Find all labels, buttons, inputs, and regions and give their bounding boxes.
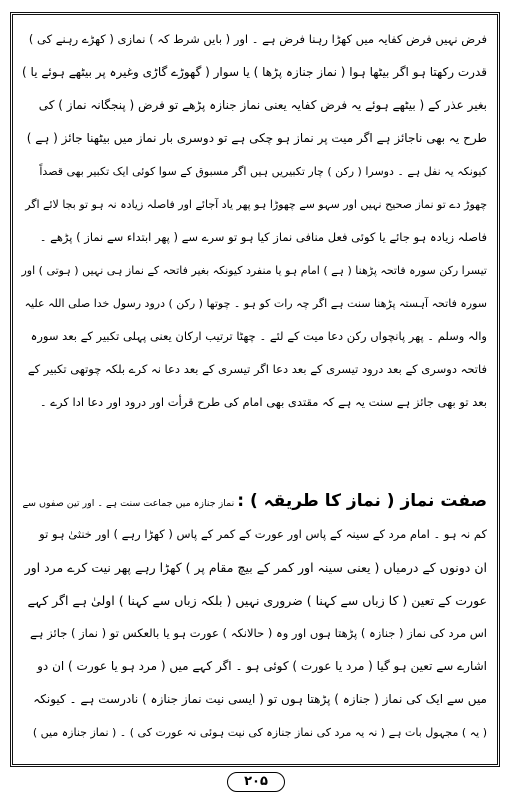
- text-line: صفت نماز ( نماز کا طریقہ ) : نماز جنازہ میں جماعت سنت ہے ۔ اور تین صفوں سے: [22, 491, 487, 511]
- section-heading: صفت نماز ( نماز کا طریقہ ) :: [237, 491, 487, 511]
- text-block-bottom: [21, 485, 487, 749]
- text-line: طرح یہ بھی ناجائز ہے اگر میت پر نماز ہو چکی ہے تو دوسری بار نماز میں بیٹھنا جائز ( ہے ): [26, 131, 487, 145]
- text-line: اس مرد کی نماز ( جنازہ ) پڑھتا ہوں اور وہ ( حالانکہ ) عورت ہو یا بالعکس تو ( نماز ) جائز ہے: [30, 626, 487, 640]
- text-line: بعد تو بھی جائز ہے سنت یہ ہے کہ مقتدی بھی امام کی طرح قرأت اور درود اور دعا ادا کرے ۔: [39, 395, 487, 409]
- text-line: تیسرا رکن سورہ فاتحہ پڑھنا ( ہے ) امام ہو یا منفرد کیونکہ بغیر فاتحہ کے نماز ہی نہیں ( ہوتی ) اور: [21, 264, 487, 277]
- page-footer: [0, 770, 512, 792]
- text-line: فاصلہ زیادہ ہو جائے یا کوئی فعل منافی نماز کیا ہو تو سرے سے ( پھر ابتداء سے نماز ) پڑھے ۔: [39, 230, 487, 244]
- page-number: ۲۰۵: [227, 772, 285, 792]
- text-line: فاتحہ دوسری کے بعد درود تیسری کے بعد دعا اگر تیسری کے بعد دعا نہ کرے بلکہ چوتھی تکبیر کے: [27, 362, 487, 376]
- text-line: عورت کے تعین ( کا زباں سے کہنا ) ضروری نہیں ( بلکہ زباں سے کہنا ) اولیٰ ہے اگر کہے: [27, 593, 487, 608]
- page-frame: [10, 12, 500, 767]
- text-line: کم نہ ہو ۔ امام مرد کے سینہ کے پاس اور عورت کے کمر کے پاس ( کھڑا رہے ) اور خنثیٰ ہو تو: [39, 527, 487, 541]
- text-line: قدرت رکھتا ہو اگر بیٹھا ہوا ( نماز جنازہ پڑھا ) یا سوار ( گھوڑے گاڑی وغیرہ پر بیٹھے ہوئے یا ): [22, 65, 487, 79]
- text-line: ( یہ ) مجہول بات ہے ( نہ یہ مرد کی نماز جنازہ کی نیت ہوئی نہ عورت کی ) ۔ ( نماز جنازہ میں ): [32, 726, 487, 739]
- text-line: بغیر عذر کے ( بیٹھے ہوئے یہ فرض کفایہ یعنی نماز جنازہ پڑھے تو فرض ( پنجگانہ نماز ) کی: [38, 98, 487, 112]
- text-block-top: [21, 23, 487, 419]
- text-line: فرض نہیں فرض کفایہ میں کھڑا رہنا فرض ہے ۔ اور ( بایں شرط کہ ) نمازی ( کھڑے رہنے کی ): [28, 32, 487, 46]
- text-line: والہ وسلم ۔ پھر پانچواں رکن دعا میت کے لئے ۔ چھٹا ترتیب ارکان یعنی پہلی تکبیر کے بعد سورہ: [30, 329, 487, 343]
- text-line: اشارے سے تعین ہو گیا ( مرد یا عورت ) کوئی ہو ۔ اگر کہے میں ( مرد ہو یا عورت ) ان دو: [37, 659, 487, 673]
- text-line: ان دونوں کے درمیاں ( یعنی سینہ اور کمر کے بیچ مقام پر ) کھڑا رہے پھر نیت کرے مرد اور: [24, 560, 487, 575]
- text-line: سورہ فاتحہ آہستہ پڑھنا سنت ہے اگر چہ رات کو ہو ۔ چوتھا ( رکن ) درود رسول خدا صلی اللہ علیہ: [24, 297, 487, 310]
- text-line: میں سے ایک کی نماز ( جنازہ ) پڑھتا ہوں تو ( ایسی نیت نماز جنازہ ) نادرست ہے ۔ کیونکہ: [33, 692, 487, 706]
- text-line: کیونکہ یہ نفل ہے ۔ دوسرا ( رکن ) چار تکبیریں ہیں اگر مسبوق کے سوا کوئی ایک تکبیر بھی قصداً: [39, 165, 487, 178]
- text-line: چھوڑ دے تو نماز صحیح نہیں اور سہو سے چھوڑا ہو پھر یاد آجائے اور فاصلہ زیادہ نہ ہو تو بجا لائے اگر: [25, 198, 487, 211]
